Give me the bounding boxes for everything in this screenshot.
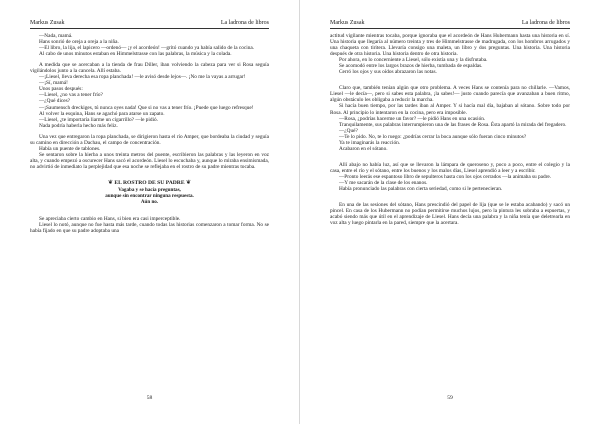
paragraph: —Rosa, ¿podrías hacerme un favor? —le pidió Hans en una ocasión. [339,115,486,122]
page-body [330,33,570,226]
page-number: 59 [447,395,453,401]
paragraph-group [330,33,570,75]
section-title: EL ROSTRO DE SU PADRE [114,179,185,186]
paragraph: —Pronto leerás ese espantoso libro de sepulteros hasta con los ojos cerrados —la animaba su padre. [339,173,552,180]
page-body [30,33,269,234]
paragraph: Por ahora, en lo concerniente a Liesel, sólo existía una y la disfrutaba. [339,57,488,64]
paragraph: —Nada, mamá. [39,33,73,39]
paragraph: Allí abajo no había luz, así que se llevaron la lámpara de queroseno y, poco a poco, entre el colegio y la casa, entre el río y el sótano, entre los buenos y los malos días, Liesel aprendió a leer y a escribir. [330,161,570,174]
header-author: Markus Zusak [330,20,365,26]
paragraph: —El libro, la lija, el lapicero —ordenó— ¡y el acordeón! —gritó cuando ya había salido de la cocina. [39,45,255,52]
epigraph-line: aunque sin encontrar ninguna respuesta. [105,193,194,200]
paragraph-group [30,134,269,170]
paragraph: Tranquilamente, sus palabras interrumpieron una de las frases de Rosa. Ésta apartó la mirada del fregadero. [339,121,567,128]
paragraph-group [30,33,269,57]
paragraph: Había pronunciado las palabras con cierta seriedad, como si le pertenecieran. [339,186,503,193]
paragraph: —Te lo pido. No, te lo ruego: ¿podrías cerrar la boca aunque sólo fueran cinco minutos? [339,133,527,140]
paragraph: Se sentaron sobre la hierba a unos treinta metros del puente, escribieron las palabras y las leyeron en voz alta, y cuando empezó a oscurecer Hans sacó el acordeón. Liesel lo escuchaba y, aunque lo miraba ensimismada, no advirtió de inmediato la perplejidad que esa noche se reflejaba en el rostro de su padre mientras tocaba. [30,151,269,170]
paragraph: Hans sonrió de oreja a oreja a la niña. [39,39,119,46]
paragraph: Se apreciaba cierto cambio en Hans, si bien era casi imperceptible. [39,215,181,222]
paragraph: Al volver la esquina, Hans se agachó para atarse un zapato. [39,110,165,117]
header-title: La ladrona de libros [220,20,269,26]
section-epigraph [30,187,269,206]
epigraph-line: Vagaba y se hacía preguntas, [118,187,181,194]
paragraph-group [30,216,269,234]
paragraph: —Y me sacarán de la clase de los enanos. [339,179,428,186]
header-title: La ladrona de libros [521,20,570,26]
paragraph-group [330,202,570,226]
paragraph: —Liesel, ¿te importaría liarme un cigarrillo? —le pidió. [39,116,158,123]
paragraph-group [330,162,570,192]
header-author: Markus Zusak [30,20,65,26]
paragraph: Cerró los ojos y sus oídos abrazaron las notas. [339,69,437,76]
running-header [330,20,570,29]
paragraph: Unos pasos después: [39,86,83,93]
paragraph: —¿Qué? [339,127,358,134]
paragraph: Se acomodó entre los largos brazos de hierba, tumbada de espaldas. [339,63,483,70]
paragraph: Ya te imaginarás la reacción. [339,139,401,146]
page-number: 58 [146,395,153,401]
paragraph: —¿Qué dices? [39,98,71,105]
paragraph: Si hacía buen tiempo, por las tardes iban al Amper. Y si hacía mal día, bajaban al sótano. Sobre todo por Rosa. Al principio lo intentaron en la cocina, pero era imposible. [330,103,570,116]
paragraph: —¡Sí, mamá! [39,80,68,87]
paragraph: —¡Saumensch dreckiges, tú nunca oyes nada! Que si no vas a tener frío. ¡Puede que luego refresque! [39,104,254,111]
paragraph: Al cabo de unos minutos estaban en Himmelstrasse con las palabras, la música y la colada. [39,51,232,58]
paragraph: Acabaron en el sótano. [339,145,388,152]
ornament-left-icon: ❦ [107,179,114,186]
paragraph: Claro que, también tenían algún que otro problema. A veces Hans se contenía para no chillarle. —Vamos, Liesel —le decía—, pero si sabes esta palabra, ¡la sabes!— justo cuando parecía que avanzaban a buen ritmo, algún obstáculo les obligaba a reducir la marcha. [330,85,570,104]
paragraph: Nada podría haberla hecho más feliz. [39,122,118,129]
paragraph: Liesel lo notó, aunque no fue hasta más tarde, cuando todas las historias comenzaron a tomar forma. No se había fijado en que su padre adoptaba una [30,221,269,234]
paragraph: Había un puente de tablones. [39,145,101,152]
paragraph: En una de las sesiones del sótano, Hans prescindió del papel de lija (que se le estaba acabando) y sacó un pincel. En casa de los Hubermann no podían permitirse muchos lujos, pero la pintura les sobraba a espuertas, y acabó siendo más que útil en el aprendizaje de Liesel. Hans decía una palabra y la niña tenía que deletrearla en voz alta y luego pintarla en la pared, siempre que la acertara. [330,202,570,227]
paragraph: —¡Liesel, lleva derecha esa ropa planchada! —le avisó desde lejos—. ¡No me la vayas a arrugar! [39,74,246,81]
paragraph: A medida que se acercaban a la tienda de frau Diller, iban volviendo la cabeza para ver si Rosa seguía vigilándolos junto a la cancela. Allí estaba. [30,62,269,75]
right-page [300,0,600,424]
paragraph: Una vez que entregaron la ropa planchada, se dirigieron hasta el río Amper, que bordeaba la ciudad y seguía su camino en dirección a Dachau, el campo de concentración. [30,133,269,146]
running-header [30,20,269,29]
paragraph: —Liesel, ¿no vas a tener frío? [39,92,103,99]
paragraph-group [30,62,269,129]
paragraph: actitud vigilante mientras tocaba, porque ignoraba que el acordeón de Hans Hubermann hasta una historia en sí. Una historia que llegaría al número treinta y tres de Himmelstrasse de madrugada, con los hombros arrugados y una chaqueta con tiritera. Llevaría consigo una maleta, un libro y dos preguntas. Una historia. Una historia después de otra historia. Una historia dentro de otra historia. [330,33,570,58]
paragraph-group [330,85,570,152]
ornament-right-icon: ❦ [185,179,192,186]
section-heading [30,180,269,186]
epigraph-line: Aún no. [140,199,159,206]
